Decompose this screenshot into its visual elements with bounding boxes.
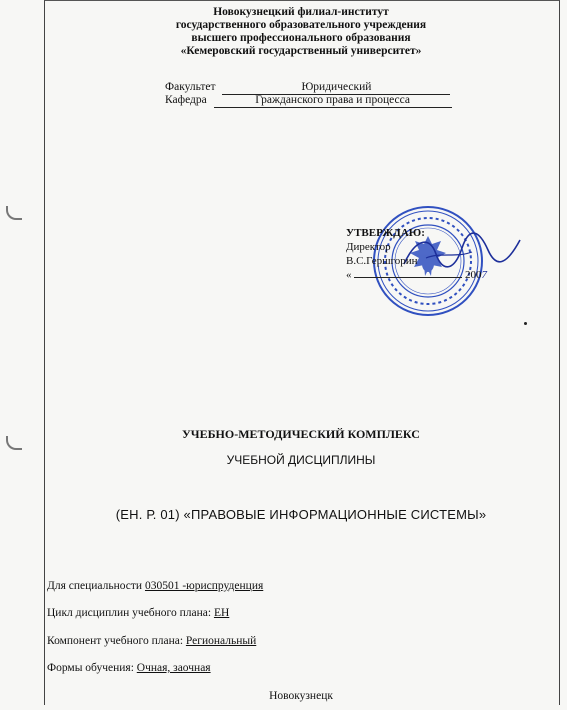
component-value: Региональный — [185, 635, 257, 647]
date-blank — [354, 277, 462, 278]
date-year-handwritten: 7 — [481, 269, 487, 281]
specialty-row — [47, 580, 263, 592]
approval-position: Директор — [346, 241, 391, 253]
institution-header — [44, 6, 558, 58]
ink-dot — [524, 322, 527, 325]
department-label: Кафедра — [165, 94, 207, 106]
forms-value: Очная, заочная — [136, 662, 211, 674]
component-row — [47, 635, 256, 647]
approval-title: УТВЕРЖДАЮ: — [346, 227, 425, 239]
institution-line: высшего профессионального образования — [191, 32, 411, 44]
faculty-label: Факультет — [165, 81, 216, 93]
forms-row — [47, 662, 211, 674]
department-value: Гражданского права и процесса — [214, 93, 452, 108]
department-row — [165, 93, 452, 108]
institution-line: «Кемеровский государственный университет» — [180, 45, 422, 57]
specialty-label: Для специальности — [47, 580, 143, 592]
cycle-value: ЕН — [213, 607, 230, 619]
component-label: Компонент учебного плана: — [47, 635, 184, 647]
document-title: УЧЕБНО-МЕТОДИЧЕСКИЙ КОМПЛЕКС — [182, 427, 420, 441]
discipline-title: (ЕН. Р. 01) «ПРАВОВЫЕ ИНФОРМАЦИОННЫЕ СИСТЕМЫ» — [115, 507, 487, 522]
institution-line: государственного образовательного учреждения — [175, 19, 427, 31]
city: Новокузнецк — [269, 690, 333, 702]
date-year: 200 — [465, 269, 482, 281]
document-subtitle: УЧЕБНОЙ ДИСЦИПЛИНЫ — [226, 453, 376, 467]
faculty-value: Юридический — [222, 80, 450, 95]
institution-line: Новокузнецкий филиал-институт — [213, 6, 389, 18]
binding-mark — [6, 436, 22, 450]
cycle-label: Цикл дисциплин учебного плана: — [47, 607, 212, 619]
approval-date — [346, 268, 487, 282]
date-quote: « — [346, 269, 352, 281]
approval-name: В.С.Гершгорин — [346, 255, 418, 267]
specialty-value: 030501 -юриспруденция — [144, 580, 264, 592]
cycle-row — [47, 607, 229, 619]
binding-mark — [6, 206, 22, 220]
forms-label: Формы обучения: — [47, 662, 134, 674]
